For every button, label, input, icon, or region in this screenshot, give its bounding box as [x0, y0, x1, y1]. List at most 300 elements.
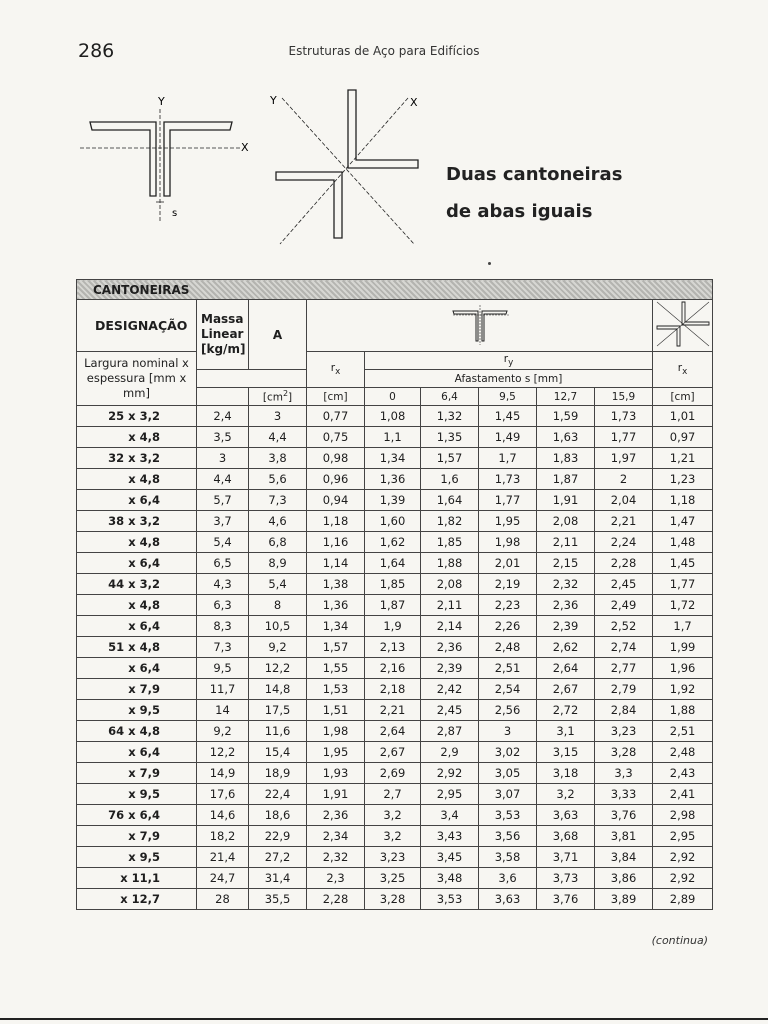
- rx-cell: 1,36: [307, 595, 365, 616]
- ry-cell: 2,84: [595, 700, 653, 721]
- ry-cell: 3,28: [595, 742, 653, 763]
- designation-cell: 44 x 3,2: [77, 574, 197, 595]
- rx-cell: 1,53: [307, 679, 365, 700]
- ry-cell: 3,4: [421, 805, 479, 826]
- area-cell: 12,2: [249, 658, 307, 679]
- page-number: 286: [78, 40, 115, 62]
- ry-cell: 3,05: [479, 763, 537, 784]
- rx2-cell: 1,99: [653, 637, 713, 658]
- ry-cell: 2,9: [421, 742, 479, 763]
- y-axis-label: Y: [158, 95, 165, 108]
- ry-cell: 1,77: [479, 490, 537, 511]
- ry-cell: 1,88: [421, 553, 479, 574]
- massa-blank: [197, 370, 307, 388]
- largura-header: Largura nominal x espessura [mm x mm]: [77, 352, 197, 406]
- t-section-icon-cell: [307, 300, 653, 352]
- ry-cell: 1,85: [365, 574, 421, 595]
- table-row: [77, 574, 713, 595]
- designation-cell: x 9,5: [77, 784, 197, 805]
- massa-cell: 6,3: [197, 595, 249, 616]
- ry-cell: 3,48: [421, 868, 479, 889]
- area-cell: 22,9: [249, 826, 307, 847]
- ry-cell: 3,1: [537, 721, 595, 742]
- ry-cell: 2,18: [365, 679, 421, 700]
- area-cell: 10,5: [249, 616, 307, 637]
- rx2-cell: 1,23: [653, 469, 713, 490]
- ry-cell: 3,2: [537, 784, 595, 805]
- ry-cell: 1,95: [479, 511, 537, 532]
- page-bottom-rule: [0, 1018, 768, 1020]
- designation-cell: x 4,8: [77, 595, 197, 616]
- ry-cell: 2,67: [365, 742, 421, 763]
- area-cell: 3: [249, 406, 307, 427]
- ry-cell: 3,58: [479, 847, 537, 868]
- ry-cell: 1,82: [421, 511, 479, 532]
- ry-cell: 2,39: [537, 616, 595, 637]
- rx-cell: 1,91: [307, 784, 365, 805]
- designation-cell: x 6,4: [77, 658, 197, 679]
- massa-cell: 21,4: [197, 847, 249, 868]
- designation-cell: x 4,8: [77, 427, 197, 448]
- massa-cell: 4,3: [197, 574, 249, 595]
- ry-cell: 3,76: [595, 805, 653, 826]
- table-row: [77, 700, 713, 721]
- massa-cell: 9,2: [197, 721, 249, 742]
- rx-right-header: $r_x$: [653, 352, 713, 388]
- ry-cell: 2,19: [479, 574, 537, 595]
- area-cell: 7,3: [249, 490, 307, 511]
- area-cell: 6,8: [249, 532, 307, 553]
- ry-cell: 2,48: [479, 637, 537, 658]
- ry-cell: 3,84: [595, 847, 653, 868]
- massa-cell: 17,6: [197, 784, 249, 805]
- ry-cell: 3,53: [421, 889, 479, 910]
- rx2-cell: 1,01: [653, 406, 713, 427]
- designation-cell: x 4,8: [77, 532, 197, 553]
- rx-cell: 1,57: [307, 637, 365, 658]
- rx-left-header: $r_x$: [307, 352, 365, 388]
- ry-cell: 3,23: [365, 847, 421, 868]
- ry-cell: 3,6: [479, 868, 537, 889]
- ry-cell: 2,77: [595, 658, 653, 679]
- designation-cell: 25 x 3,2: [77, 406, 197, 427]
- massa-cell: 3,7: [197, 511, 249, 532]
- ry-cell: 2,16: [365, 658, 421, 679]
- designation-cell: 51 x 4,8: [77, 637, 197, 658]
- table-row: [77, 637, 713, 658]
- x-axis-label: X: [410, 96, 418, 109]
- ry-cell: 1,34: [365, 448, 421, 469]
- rx2-cell: 1,77: [653, 574, 713, 595]
- ry-cell: 2,74: [595, 637, 653, 658]
- area-cell: 11,6: [249, 721, 307, 742]
- ry-cell: 3,3: [595, 763, 653, 784]
- s-spacing-label: s: [172, 208, 178, 219]
- ry-cell: 2,72: [537, 700, 595, 721]
- y-axis-label: Y: [270, 94, 277, 107]
- area-cell: 35,5: [249, 889, 307, 910]
- ry-cell: 2,64: [537, 658, 595, 679]
- designacao-header: DESIGNAÇÃO: [77, 300, 197, 352]
- s-value: 6,4: [421, 388, 479, 406]
- ry-cell: 2,42: [421, 679, 479, 700]
- table-row: [77, 826, 713, 847]
- rx-cell: 2,36: [307, 805, 365, 826]
- rx-unit: [cm]: [307, 388, 365, 406]
- rx-cell: 1,55: [307, 658, 365, 679]
- designation-cell: x 6,4: [77, 553, 197, 574]
- ry-cell: 2,92: [421, 763, 479, 784]
- ry-cell: 2,08: [537, 511, 595, 532]
- table-row: [77, 406, 713, 427]
- ry-cell: 3,43: [421, 826, 479, 847]
- ry-cell: 3,15: [537, 742, 595, 763]
- double-angle-section-figure: [78, 92, 258, 232]
- ry-cell: 2,87: [421, 721, 479, 742]
- massa-cell: 4,4: [197, 469, 249, 490]
- massa-cell: 14,9: [197, 763, 249, 784]
- ry-cell: 2,49: [595, 595, 653, 616]
- s-value: 12,7: [537, 388, 595, 406]
- massa-cell: 2,4: [197, 406, 249, 427]
- ry-cell: 1,62: [365, 532, 421, 553]
- rx-cell: 0,77: [307, 406, 365, 427]
- section-title-line2: de abas iguais: [446, 201, 593, 222]
- afastamento-header: Afastamento s [mm]: [365, 370, 653, 388]
- area-cell: 22,4: [249, 784, 307, 805]
- ry-cell: 3,45: [421, 847, 479, 868]
- designation-cell: x 4,8: [77, 469, 197, 490]
- ry-cell: 1,97: [595, 448, 653, 469]
- ry-cell: 3,23: [595, 721, 653, 742]
- designation-cell: 38 x 3,2: [77, 511, 197, 532]
- table-row: [77, 427, 713, 448]
- rx-cell: 0,96: [307, 469, 365, 490]
- table-row: [77, 469, 713, 490]
- stray-mark: [488, 262, 491, 265]
- ry-cell: 3,86: [595, 868, 653, 889]
- ry-cell: 1,9: [365, 616, 421, 637]
- ry-cell: 1,45: [479, 406, 537, 427]
- ry-cell: 3,25: [365, 868, 421, 889]
- rx-cell: 2,32: [307, 847, 365, 868]
- ry-cell: 2,54: [479, 679, 537, 700]
- section-title-line1: Duas cantoneiras: [446, 164, 623, 185]
- rx-cell: 1,95: [307, 742, 365, 763]
- ry-cell: 3,76: [537, 889, 595, 910]
- ry-cell: 3: [479, 721, 537, 742]
- ry-cell: 1,63: [537, 427, 595, 448]
- rx-cell: 1,38: [307, 574, 365, 595]
- area-cell: 3,8: [249, 448, 307, 469]
- rx2-cell: 1,21: [653, 448, 713, 469]
- rx-cell: 2,34: [307, 826, 365, 847]
- rx2-cell: 2,98: [653, 805, 713, 826]
- area-cell: 17,5: [249, 700, 307, 721]
- table-row: [77, 847, 713, 868]
- ry-cell: 2,95: [421, 784, 479, 805]
- ry-cell: 3,18: [537, 763, 595, 784]
- ry-cell: 2,62: [537, 637, 595, 658]
- running-title: Estruturas de Aço para Edifícios: [288, 44, 480, 58]
- ry-cell: 1,7: [479, 448, 537, 469]
- area-cell: 8: [249, 595, 307, 616]
- rx2-cell: 0,97: [653, 427, 713, 448]
- designation-cell: x 11,1: [77, 868, 197, 889]
- designation-cell: 64 x 4,8: [77, 721, 197, 742]
- designation-cell: x 6,4: [77, 490, 197, 511]
- rx-cell: 1,93: [307, 763, 365, 784]
- designation-cell: x 7,9: [77, 763, 197, 784]
- ry-cell: 3,53: [479, 805, 537, 826]
- rx2-cell: 2,92: [653, 868, 713, 889]
- ry-cell: 3,07: [479, 784, 537, 805]
- ry-cell: 3,28: [365, 889, 421, 910]
- ry-cell: 3,81: [595, 826, 653, 847]
- ry-cell: 2,64: [365, 721, 421, 742]
- star-section-icon: [655, 300, 711, 348]
- ry-cell: 2,45: [421, 700, 479, 721]
- designation-cell: x 12,7: [77, 889, 197, 910]
- rx2-cell: 1,47: [653, 511, 713, 532]
- ry-cell: 2,45: [595, 574, 653, 595]
- rx2-cell: 1,96: [653, 658, 713, 679]
- area-cell: 9,2: [249, 637, 307, 658]
- ry-cell: 3,63: [479, 889, 537, 910]
- ry-cell: 2,23: [479, 595, 537, 616]
- rx-cell: 1,51: [307, 700, 365, 721]
- ry-cell: 1,73: [595, 406, 653, 427]
- ry-cell: 1,35: [421, 427, 479, 448]
- table-row: [77, 448, 713, 469]
- designation-cell: 32 x 3,2: [77, 448, 197, 469]
- ry-cell: 2,36: [537, 595, 595, 616]
- area-cell: 5,4: [249, 574, 307, 595]
- ry-cell: 2,13: [365, 637, 421, 658]
- area-cell: 8,9: [249, 553, 307, 574]
- table-band-title: CANTONEIRAS: [77, 280, 713, 300]
- ry-cell: 2,01: [479, 553, 537, 574]
- area-header: A: [249, 300, 307, 370]
- table-row: [77, 805, 713, 826]
- area-cell: 4,6: [249, 511, 307, 532]
- ry-cell: 2,21: [595, 511, 653, 532]
- rx2-cell: 2,92: [653, 847, 713, 868]
- ry-cell: 2,11: [537, 532, 595, 553]
- table-row: [77, 532, 713, 553]
- massa-cell: 14,6: [197, 805, 249, 826]
- ry-cell: 2,08: [421, 574, 479, 595]
- area-cell: 14,8: [249, 679, 307, 700]
- designation-cell: x 7,9: [77, 826, 197, 847]
- ry-cell: 2,69: [365, 763, 421, 784]
- designation-cell: x 7,9: [77, 679, 197, 700]
- star-double-angle-figure: [268, 86, 428, 246]
- s-value: 15,9: [595, 388, 653, 406]
- ry-cell: 3,2: [365, 826, 421, 847]
- rx-cell: 2,3: [307, 868, 365, 889]
- ry-cell: 2,51: [479, 658, 537, 679]
- ry-cell: 1,87: [537, 469, 595, 490]
- ry-cell: 1,60: [365, 511, 421, 532]
- ry-header: $r_y$: [365, 352, 653, 370]
- ry-cell: 2,14: [421, 616, 479, 637]
- ry-cell: 2,24: [595, 532, 653, 553]
- rx-cell: 0,75: [307, 427, 365, 448]
- ry-cell: 1,83: [537, 448, 595, 469]
- table-row: [77, 658, 713, 679]
- ry-cell: 1,91: [537, 490, 595, 511]
- ry-cell: 2: [595, 469, 653, 490]
- table-row: [77, 742, 713, 763]
- x-axis-label: X: [241, 141, 249, 154]
- massa-cell: 8,3: [197, 616, 249, 637]
- area-cell: 18,6: [249, 805, 307, 826]
- table-row: [77, 679, 713, 700]
- ry-cell: 1,98: [479, 532, 537, 553]
- massa-blank-2: [197, 388, 249, 406]
- massa-cell: 6,5: [197, 553, 249, 574]
- angles-table: [76, 279, 712, 910]
- ry-cell: 3,2: [365, 805, 421, 826]
- massa-cell: 24,7: [197, 868, 249, 889]
- ry-cell: 3,89: [595, 889, 653, 910]
- t-section-icon: [445, 301, 515, 347]
- rx2-unit: [cm]: [653, 388, 713, 406]
- table-row: [77, 721, 713, 742]
- rx-cell: 1,34: [307, 616, 365, 637]
- ry-cell: 1,87: [365, 595, 421, 616]
- rx2-cell: 1,48: [653, 532, 713, 553]
- massa-header: Massa Linear [kg/m]: [197, 300, 249, 370]
- star-section-icon-cell: [653, 300, 713, 352]
- ry-cell: 2,26: [479, 616, 537, 637]
- rx2-cell: 1,88: [653, 700, 713, 721]
- area-cell: 5,6: [249, 469, 307, 490]
- rx2-cell: 2,51: [653, 721, 713, 742]
- ry-cell: 2,67: [537, 679, 595, 700]
- rx-cell: 1,16: [307, 532, 365, 553]
- ry-cell: 3,56: [479, 826, 537, 847]
- ry-cell: 1,73: [479, 469, 537, 490]
- area-cell: 27,2: [249, 847, 307, 868]
- rx2-cell: 2,48: [653, 742, 713, 763]
- area-unit: $[cm^2]$: [249, 388, 307, 406]
- area-cell: 31,4: [249, 868, 307, 889]
- ry-cell: 2,28: [595, 553, 653, 574]
- massa-cell: 7,3: [197, 637, 249, 658]
- designation-cell: 76 x 6,4: [77, 805, 197, 826]
- designation-cell: x 9,5: [77, 847, 197, 868]
- table-row: [77, 553, 713, 574]
- ry-cell: 1,64: [421, 490, 479, 511]
- ry-cell: 3,71: [537, 847, 595, 868]
- ry-cell: 1,32: [421, 406, 479, 427]
- rx-cell: 1,98: [307, 721, 365, 742]
- table-row: [77, 616, 713, 637]
- massa-cell: 5,7: [197, 490, 249, 511]
- s-value: 9,5: [479, 388, 537, 406]
- table-row: [77, 784, 713, 805]
- s-value: 0: [365, 388, 421, 406]
- ry-cell: 1,39: [365, 490, 421, 511]
- area-cell: 15,4: [249, 742, 307, 763]
- rx2-cell: 1,45: [653, 553, 713, 574]
- ry-cell: 1,59: [537, 406, 595, 427]
- table-row: [77, 595, 713, 616]
- designation-cell: x 9,5: [77, 700, 197, 721]
- ry-cell: 2,36: [421, 637, 479, 658]
- massa-cell: 18,2: [197, 826, 249, 847]
- rx2-cell: 1,92: [653, 679, 713, 700]
- rx2-cell: 2,41: [653, 784, 713, 805]
- table-row: [77, 490, 713, 511]
- massa-cell: 5,4: [197, 532, 249, 553]
- continua-note: (continua): [651, 934, 708, 947]
- rx-cell: 1,14: [307, 553, 365, 574]
- rx2-cell: 1,72: [653, 595, 713, 616]
- ry-cell: 2,15: [537, 553, 595, 574]
- rx2-cell: 2,89: [653, 889, 713, 910]
- ry-cell: 2,11: [421, 595, 479, 616]
- rx-cell: 1,18: [307, 511, 365, 532]
- designation-cell: x 6,4: [77, 742, 197, 763]
- ry-cell: 1,85: [421, 532, 479, 553]
- ry-cell: 1,1: [365, 427, 421, 448]
- ry-cell: 1,08: [365, 406, 421, 427]
- ry-cell: 1,64: [365, 553, 421, 574]
- rx-cell: 2,28: [307, 889, 365, 910]
- ry-cell: 1,49: [479, 427, 537, 448]
- massa-cell: 3,5: [197, 427, 249, 448]
- table-row: [77, 889, 713, 910]
- properties-table: [76, 279, 713, 910]
- massa-cell: 11,7: [197, 679, 249, 700]
- ry-cell: 2,39: [421, 658, 479, 679]
- massa-cell: 14: [197, 700, 249, 721]
- ry-cell: 2,04: [595, 490, 653, 511]
- rx2-cell: 1,18: [653, 490, 713, 511]
- massa-cell: 3: [197, 448, 249, 469]
- designation-cell: x 6,4: [77, 616, 197, 637]
- area-cell: 4,4: [249, 427, 307, 448]
- massa-cell: 9,5: [197, 658, 249, 679]
- rx2-cell: 2,43: [653, 763, 713, 784]
- area-cell: 18,9: [249, 763, 307, 784]
- table-row: [77, 868, 713, 889]
- ry-cell: 2,7: [365, 784, 421, 805]
- rx2-cell: 1,7: [653, 616, 713, 637]
- ry-cell: 1,77: [595, 427, 653, 448]
- ry-cell: 2,79: [595, 679, 653, 700]
- ry-cell: 2,56: [479, 700, 537, 721]
- rx-cell: 0,98: [307, 448, 365, 469]
- rx2-cell: 2,95: [653, 826, 713, 847]
- ry-cell: 1,6: [421, 469, 479, 490]
- ry-cell: 3,73: [537, 868, 595, 889]
- ry-cell: 3,02: [479, 742, 537, 763]
- table-row: [77, 763, 713, 784]
- ry-cell: 3,63: [537, 805, 595, 826]
- ry-cell: 2,52: [595, 616, 653, 637]
- massa-cell: 12,2: [197, 742, 249, 763]
- ry-cell: 2,32: [537, 574, 595, 595]
- ry-cell: 1,57: [421, 448, 479, 469]
- ry-cell: 3,33: [595, 784, 653, 805]
- ry-cell: 2,21: [365, 700, 421, 721]
- massa-cell: 28: [197, 889, 249, 910]
- rx-cell: 0,94: [307, 490, 365, 511]
